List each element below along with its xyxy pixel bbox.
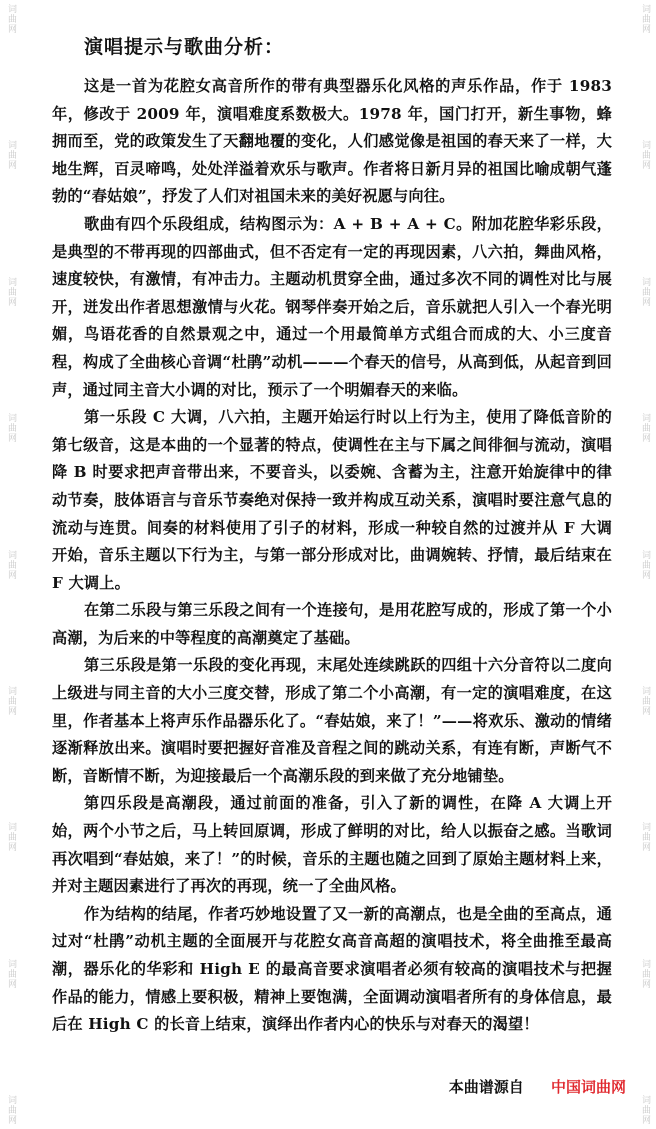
watermark-text: 词曲网 [6,958,16,989]
watermark-column-left [0,0,22,1129]
article-heading: 演唱提示与歌曲分析： [84,36,285,58]
watermark-text: 词曲网 [6,1095,16,1125]
watermark-text: 词曲网 [640,1095,650,1125]
watermark-text: 词曲网 [640,276,650,307]
paragraph-bridge: 在第二乐段与第三乐段之间有一个连接句，是用花腔写成的，形成了第一个小高潮，为后来的中等程度的高潮奠定了基础。 [52,601,612,647]
watermark-text: 词曲网 [640,958,650,989]
paragraph-section-three: 第三乐段是第一乐段的变化再现，末尾处连续跳跃的四组十六分音符以二度向上级进与同主音的大小三度交替，形成了第二个小高潮，有一定的演唱难度，在这里，作者基本上将声乐作品器乐化了。“春姑娘，来了！”——将欢乐、激动的情绪逐渐释放出来。演唱时要把握好音准及音程之间的跳动关系，有连有断，声断气不断，音断情不断，为迎接最后一个高潮乐段的到来做了充分地铺垫。 [52,656,612,785]
watermark-column-right [634,0,656,1129]
paragraph-section-one: 第一乐段 C 大调，八六拍，主题开始运行时以上行为主，使用了降低音阶的第七级音，这是本曲的一个显著的特点，使调性在主与下属之间徘徊与流动，演唱降 B 时要求把声音带出来，不要音头，以委婉、含蓄为主，注意开始旋律中的律动节奏，肢体语言与音乐节奏绝对保持一致并构成互动关系，演唱时要注意气息的流动与连贯。间奏的材料使用了引子的材料，形成一种较自然的过渡并从 F 大调开始，音乐主题以下行为主，与第一部分形成对比，曲调婉转、抒情，最后结束在 F 大调上。 [52,408,612,592]
paragraph-structure: 歌曲有四个乐段组成，结构图示为：A + B + A + C。附加花腔华彩乐段，是典型的不带再现的四部曲式，但不否定有一定的再现因素，八六拍，舞曲风格，速度较快，有激情，有冲击力。主题动机贯穿全曲，通过多次不同的调性对比与展开，迸发出作者思想激情与火花。钢琴伴奏开始之后，音乐就把人引入一个春光明媚，鸟语花香的自然景观之中，通过一个用最简单方式组合而成的大、小三度音程，构成了全曲核心音调“杜鹃”动机———个春天的信号，从高到低，从起音到回声，通过同主音大小调的对比，预示了一个明媚春天的来临。 [52,214,612,399]
watermark-text: 词曲网 [640,549,650,580]
source-label: 本曲谱源自 [448,1078,524,1096]
source-credit [449,1076,626,1097]
watermark-text: 词曲网 [640,4,650,34]
watermark-text: 词曲网 [640,413,650,444]
watermark-text: 词曲网 [640,822,650,853]
paragraph-ending: 作为结构的结尾，作者巧妙地设置了又一新的高潮点，也是全曲的至高点，通过对“杜鹃”动机主题的全面展开与花腔女高音高超的演唱技术，将全曲推至最高潮，器乐化的华彩和 High E 的最高音要求演唱者必须有较高的演唱技术与把握作品的能力，情感上要积极，精神上要饱满，全面调动演唱者所有的身体信息，最后在 High C 的长音上结束，演绎出作者内心的快乐与对春天的渴望！ [52,904,612,1034]
watermark-text: 词曲网 [6,685,16,716]
watermark-text: 词曲网 [6,276,16,307]
watermark-text: 词曲网 [6,4,16,34]
watermark-text: 词曲网 [640,685,650,716]
watermark-text: 词曲网 [6,413,16,444]
watermark-text: 词曲网 [640,140,650,171]
watermark-text: 词曲网 [6,140,16,171]
article-body [52,32,612,1039]
paragraph-section-four: 第四乐段是高潮段，通过前面的准备，引入了新的调性，在降 A 大调上开始，两个小节之后，马上转回原调，形成了鲜明的对比，给人以振奋之感。当歌词再次唱到“春姑娘，来了！”的时候，音乐的主题也随之回到了原始主题材料上来，并对主题因素进行了再次的再现，统一了全曲风格。 [52,794,612,896]
watermark-text: 词曲网 [6,822,16,853]
source-brand-link[interactable]: 中国词曲网 [550,1078,626,1096]
paragraph-intro: 这是一首为花腔女高音所作的带有典型器乐化风格的声乐作品，作于 1983 年，修改于 2009 年，演唱难度系数极大。1978 年，国门打开，新生事物，蜂拥而至，党的政策发生了天翻地覆的变化，人们感觉像是祖国的春天来了一样，大地生辉，百灵啼鸣，处处洋溢着欢乐与歌声。作者将日新月异的祖国比喻成朝气蓬勃的“春姑娘”，抒发了人们对祖国未来的美好祝愿与向往。 [52,77,612,206]
watermark-text: 词曲网 [6,549,16,580]
